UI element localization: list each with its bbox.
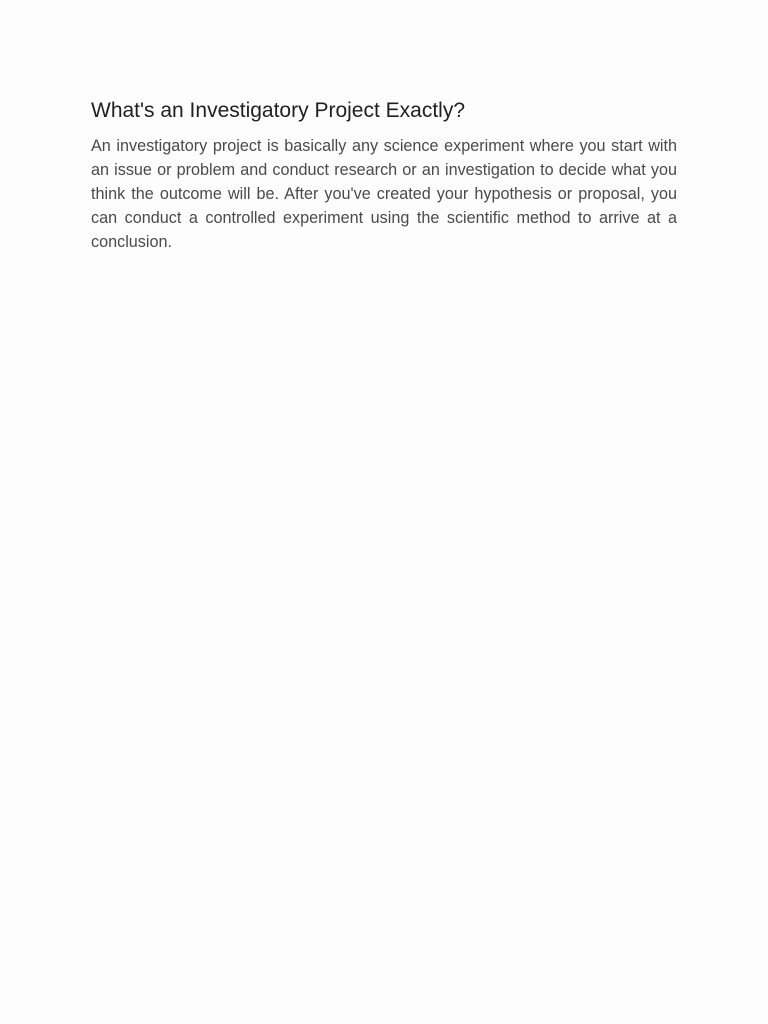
page-title: What's an Investigatory Project Exactly? bbox=[91, 99, 466, 122]
body-paragraph: An investigatory project is basically any science experiment where you start with an issue or problem and conduct research or an investigation to decide what you think the outcome will be. After you've created your hypothesis or proposal, you can conduct a controlled experiment using the scientific method to arrive at a conclusion. bbox=[91, 137, 677, 251]
article-section bbox=[91, 98, 677, 254]
